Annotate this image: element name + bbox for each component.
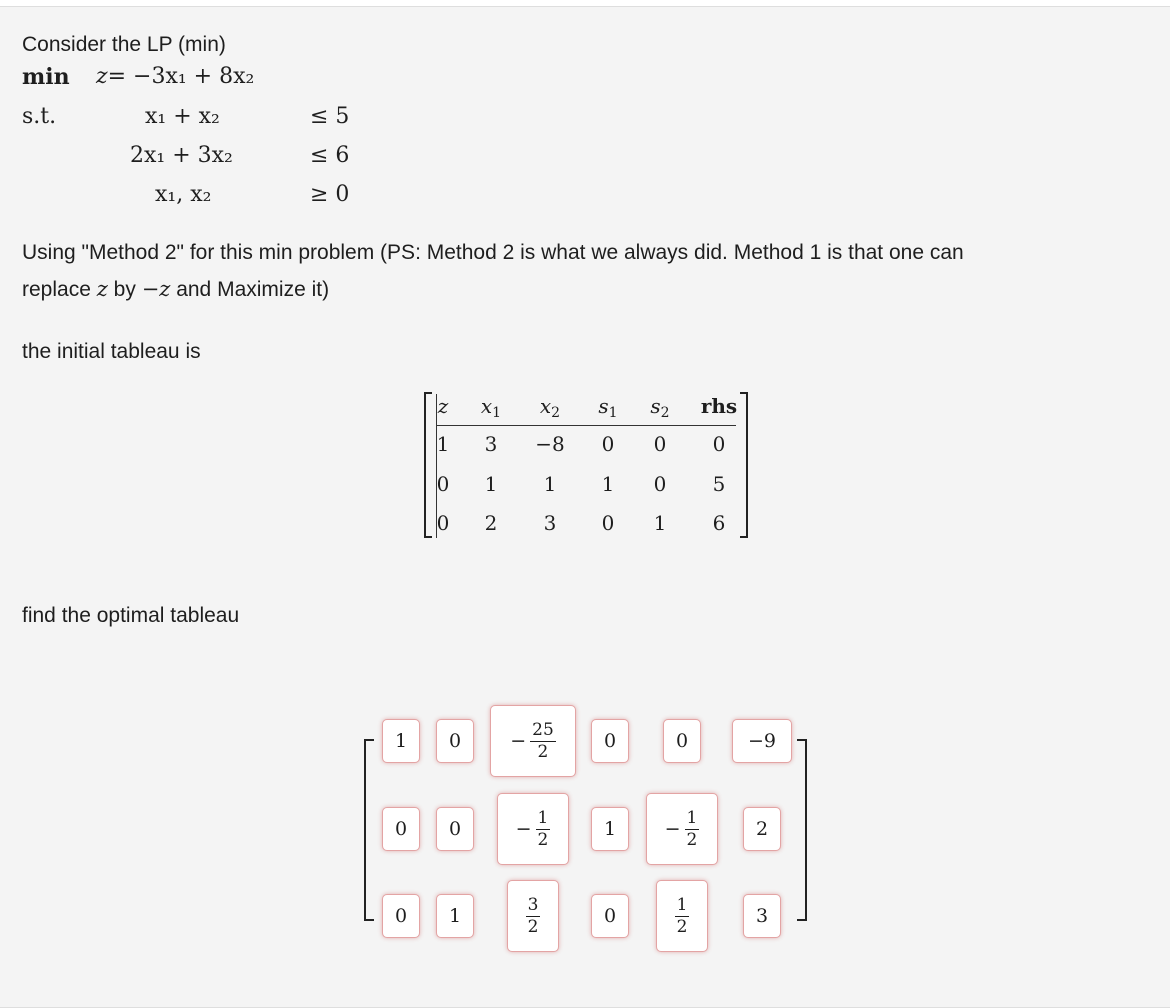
answer-cell[interactable]: 1 [591,807,629,851]
initial-cell: 0 [601,432,615,456]
method-text-line2 [22,277,329,302]
initial-cell: 0 [436,472,450,496]
constraint-1-rel: ≤ 5 [310,104,350,129]
intro-text: Consider the LP (min) [22,33,226,56]
answer-cell[interactable]: 0 [382,894,420,938]
objective-expression: = −3x₁ + 8x₂ [107,64,255,89]
header-s1: $s_1$ [598,394,618,421]
initial-cell: 6 [712,511,726,535]
answer-cell[interactable]: 0 [436,807,474,851]
initial-cell: 3 [484,432,498,456]
initial-cell: 5 [712,472,726,496]
initial-cell: 2 [484,511,498,535]
constraint-1-lhs: x₁ + x₂ [145,104,220,129]
initial-cell: 0 [653,472,667,496]
objective-variable: z [96,64,108,89]
constraint-3-lhs: x₁, x₂ [155,182,212,207]
header-s2: $s_2$ [650,394,670,421]
method-text-line1: Using "Method 2" for this min problem (PS: Method 2 is what we always did. Method 1 is that one can [22,241,964,264]
initial-cell: 0 [712,432,726,456]
initial-tableau-label: the initial tableau is [22,340,201,363]
answer-cell[interactable]: 3 [743,894,781,938]
header-x1: $x_1$ [480,394,502,421]
min-keyword: min [22,64,70,90]
method-by-word: by [113,278,136,301]
answer-cell[interactable]: 0 [591,894,629,938]
fraction: $\frac{1}{2}$ [686,807,698,850]
initial-cell: 0 [653,432,667,456]
initial-cell: 0 [601,511,615,535]
fraction: $\frac{25}{2}$ [532,719,554,762]
initial-tableau [424,392,748,538]
find-optimal-label: find the optimal tableau [22,604,240,627]
st-label: s.t. [22,104,57,129]
constraint-2-rel: ≤ 6 [310,143,350,168]
fraction: $\frac{1}{2}$ [676,894,688,937]
method-replace-word: replace [22,278,91,301]
answer-cell[interactable] [507,880,559,952]
method-maximize-text: and Maximize it) [176,278,330,301]
answer-cell[interactable]: 2 [743,807,781,851]
initial-cell: 1 [436,432,450,456]
answer-cell[interactable]: 0 [382,807,420,851]
objective-function [96,64,254,89]
method-z: z [96,277,108,301]
answer-cell[interactable]: 0 [663,719,701,763]
answer-cell[interactable]: − $\frac{1}{2}$ [497,793,569,865]
method-neg-z: −z [141,277,171,301]
answer-cell[interactable]: −9 [732,719,792,763]
initial-cell: 3 [543,511,557,535]
header-z: z [437,394,449,418]
answer-cell[interactable]: − $\frac{25}{2}$ [490,705,576,777]
initial-cell: 1 [543,472,557,496]
answer-cell[interactable]: − $\frac{1}{2}$ [646,793,718,865]
constraint-3-rel: ≥ 0 [310,182,350,207]
header-x2: $x_2$ [539,394,561,421]
fraction: $\frac{1}{2}$ [537,807,549,850]
header-rhs: rhs [700,394,738,418]
answer-cell[interactable] [656,880,708,952]
header-divider [436,425,736,426]
answer-cell[interactable]: 0 [436,719,474,763]
fraction: $\frac{3}{2}$ [527,894,539,937]
initial-cell: 1 [484,472,498,496]
answer-cell[interactable]: 0 [591,719,629,763]
answer-cell[interactable]: 1 [436,894,474,938]
answer-cell[interactable]: 1 [382,719,420,763]
initial-cell: 1 [653,511,667,535]
initial-cell: −8 [535,432,565,456]
initial-cell: 1 [601,472,615,496]
initial-cell: 0 [436,511,450,535]
constraint-2-lhs: 2x₁ + 3x₂ [130,143,233,168]
